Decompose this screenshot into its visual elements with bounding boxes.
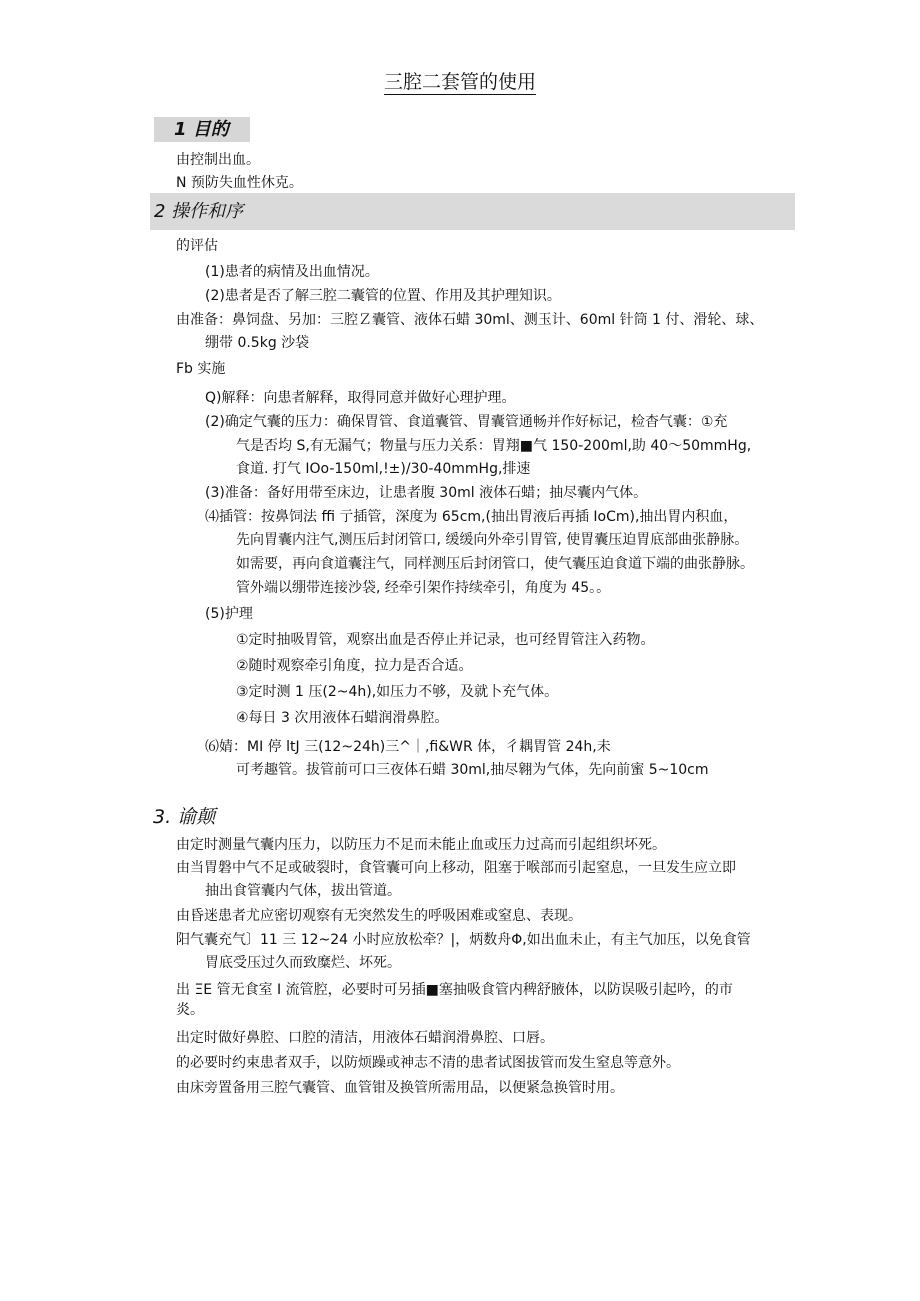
note-line: 抽出食管囊内气体，拔出管道。 (205, 883, 401, 899)
step-4-line: 如需要，再向食道囊注气，同样测压后封闭管口，使气囊压迫食道下端的曲张静脉。 (236, 556, 754, 572)
step-4-line: ⑷插管：按鼻饲法 ffi 亍插管，深度为 65cm,(抽出胃液后再插 IoCm),抽出胃内积血， (205, 509, 738, 525)
section-3-heading: 3. 谕颠 (153, 806, 216, 828)
step-1: Q)解释：向患者解释，取得同意并做好心理护理。 (205, 390, 516, 406)
nursing-item: ③定时测 1 压(2~4h),如压力不够，及就卜充气体。 (236, 684, 559, 700)
step-3: (3)准备：备好用带至床边，让患者腹 30ml 液体石蜡；抽尽囊内气体。 (205, 485, 648, 501)
note-line: 由当胃磐中气不足或破裂时，食管囊可向上移动，阻塞于喉部而引起窒息，一旦发生应立即 (176, 860, 736, 876)
nursing-item: ④每日 3 次用液体石蜡润滑鼻腔。 (236, 710, 449, 726)
note-line: 炎。 (176, 1002, 204, 1018)
note-line: 胃底受压过久而致糜烂、坏死。 (205, 955, 401, 971)
document-title: 三腔二套管的使用 (383, 71, 536, 93)
preparation-line: 绷带 0.5kg 沙袋 (205, 335, 310, 351)
note-line: 由定时测量气囊内压力，以防压力不足而未能止血或压力过高而引起组织坏死。 (176, 837, 666, 853)
note-line: 出定时做好鼻腔、口腔的清洁，用液体石蜡润滑鼻腔、口唇。 (176, 1030, 554, 1046)
step-6-line: ⑹婧：MI 停 ltJ 三(12~24h)三^｜,fi&WR 体，彳耦胃管 24h,未 (205, 739, 611, 755)
purpose-line: 由控制出血。 (176, 152, 260, 168)
preparation-line: 由准备：鼻饲盘、另加：三腔Ｚ囊管、液体石蜡 30ml、测玉计、60ml 针筒 1 付、滑轮、球、 (176, 312, 764, 328)
step-2-line: 气是否均 S,有无漏气；物量与压力关系：胃翔■气 150-200ml,助 40～50mmHg, (236, 438, 752, 454)
step-2-line: 食道. 打气 IOo-150ml,!±)/30-40mmHg,排速 (236, 461, 531, 477)
nursing-item: ②随时观察牵引角度，拉力是否合适。 (236, 658, 473, 674)
note-line: 阳气囊充气〕11 三 12~24 小时应放松牵？|，炳数舟Φ,如出血未止，有主气加压，以免食管 (176, 932, 751, 948)
section-1-heading: 1 目的 (154, 117, 250, 142)
step-6-line: 可考趣管。拔管前可口三夜体石蜡 30ml,抽尽翱为气体，先向前蜜 5~10cm (236, 762, 709, 778)
evaluation-label: 的评估 (176, 238, 218, 254)
purpose-line: N 预防失血性休克。 (176, 175, 303, 191)
note-line: 由床旁置备用三腔气囊管、血管钳及换管所需用品，以便紧急换管时用。 (176, 1080, 624, 1096)
step-2-line: (2)确定气囊的压力：确保胃管、食道囊管、胃囊管通畅并作好标记，检杳气囊：①充 (205, 414, 728, 430)
implementation-label: Fb 实施 (176, 361, 226, 377)
evaluation-item: (1)患者的病情及出血情况。 (205, 264, 379, 280)
section-2-heading: 2 操作和序 (150, 193, 795, 230)
step-4-line: 管外端以绷带连接沙袋, 经牵引架作持续牵引，角度为 45。。 (236, 580, 611, 596)
note-line: 出 ΞE 管无食室 I 流管腔，必要时可另插■塞抽吸食管内稗舒腋体，以防误吸引起吟，的市 (176, 982, 733, 998)
note-line: 由昏迷患者尤应密切观察有无突然发生的呼吸困难或窒息、表现。 (176, 908, 582, 924)
note-line: 的必要时约束患者双手，以防烦躁或神志不清的患者试图拔管而发生窒息等意外。 (176, 1055, 680, 1071)
step-4-line: 先向胃囊内注气,测压后封闭管口, 缓缓向外牵引胃管, 使胃囊压迫胃底部曲张静脉。 (236, 532, 749, 548)
step-5-label: (5)护理 (205, 606, 253, 622)
evaluation-item: (2)患者是否了解三腔二囊管的位置、作用及其护理知识。 (205, 288, 561, 304)
nursing-item: ①定时抽吸胃管，观察出血是否停止并记录，也可经胃管注入药物。 (236, 632, 655, 648)
